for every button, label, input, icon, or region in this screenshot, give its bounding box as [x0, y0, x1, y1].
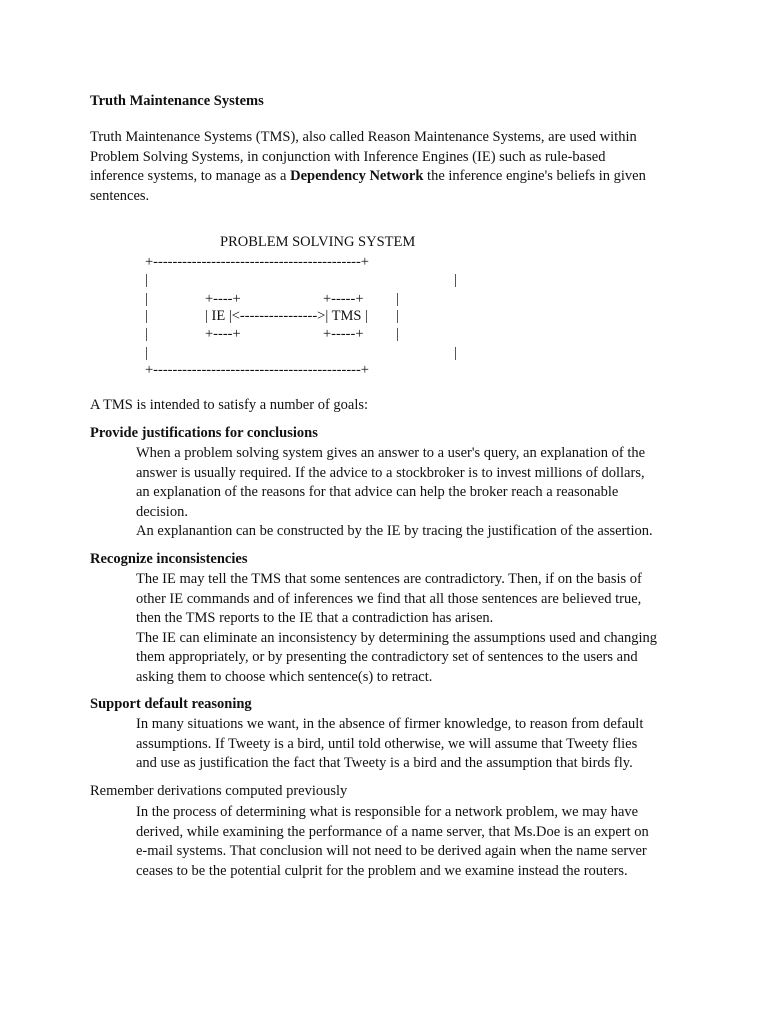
body-line: The IE may tell the TMS that some sentences are contradictory. Then, if on the basis of — [136, 571, 642, 587]
body-line: derived, while examining the performance of a name server, that Ms.Doe is an expert on — [136, 823, 649, 840]
diagram-inner-bar: | — [396, 326, 399, 342]
diagram-left-bar: | — [145, 326, 148, 342]
ie-tms-link: | IE |<---------------->| TMS | — [205, 308, 368, 324]
tms-box-bottom: +-----+ — [323, 326, 364, 342]
diagram-left-bar: | — [145, 272, 148, 288]
body-line: assumptions. If Tweety is a bird, until told otherwise, we will assume that Tweety flies — [136, 735, 638, 752]
body-line: decision. — [136, 503, 188, 520]
intro-line-with-emphasis — [90, 167, 690, 187]
body-line: In many situations we want, in the absence of firmer knowledge, to reason from default — [136, 716, 644, 732]
section-body-derivations — [136, 803, 696, 881]
document-title: Truth Maintenance Systems — [90, 93, 264, 109]
body-line: The IE can eliminate an inconsistency by determining the assumptions used and changing — [136, 629, 658, 646]
section-body-inconsistencies — [136, 570, 696, 687]
intro-line: Truth Maintenance Systems (TMS), also called Reason Maintenance Systems, are used within — [90, 129, 637, 145]
section-heading-inconsistencies: Recognize inconsistencies — [90, 551, 248, 567]
diagram-left-bar: | — [145, 345, 148, 361]
intro-line: sentences. — [90, 187, 150, 204]
section-heading-derivations: Remember derivations computed previously — [90, 783, 348, 799]
diagram-inner-bar: | — [396, 308, 399, 324]
body-line: An explanantion can be constructed by the IE by tracing the justification of the assertion. — [136, 523, 653, 539]
section-heading-justifications: Provide justifications for conclusions — [90, 425, 318, 441]
ie-box-top: +----+ — [205, 291, 241, 307]
ascii-diagram — [145, 253, 465, 383]
goals-lead: A TMS is intended to satisfy a number of goals: — [90, 397, 369, 413]
intro-line: Problem Solving Systems, in conjunction with Inference Engines (IE) such as rule-based — [90, 148, 606, 165]
body-line: In the process of determining what is responsible for a network problem, we may have — [136, 804, 639, 820]
intro-line-end: the inference engine's beliefs in given — [427, 168, 646, 184]
section-body-justifications — [136, 444, 696, 542]
body-line: When a problem solving system gives an answer to a user's query, an explanation of the — [136, 445, 646, 461]
diagram-title: PROBLEM SOLVING SYSTEM — [220, 234, 416, 250]
diagram-bottom-border: +-------------------------------------------+ — [145, 362, 369, 378]
body-line: asking them to choose which sentence(s) to retract. — [136, 668, 433, 685]
dependency-network-term: Dependency Network — [290, 168, 424, 184]
intro-paragraph — [90, 128, 690, 206]
diagram-left-bar: | — [145, 291, 148, 307]
body-line: an explanation of the reasons for that advice can help the broker reach a reasonable — [136, 484, 619, 500]
section-body-default-reasoning — [136, 715, 696, 774]
diagram-right-bar: | — [454, 345, 457, 361]
body-line: ceases to be the potential culprit for the problem and we examine instead the routers. — [136, 862, 628, 879]
diagram-left-bar: | — [145, 308, 148, 324]
intro-line-start: inference systems, to manage as a — [90, 168, 291, 184]
tms-box-top: +-----+ — [323, 291, 364, 307]
body-line: e-mail systems. That conclusion will not need to be derived again when the name server — [136, 843, 647, 859]
body-line: answer is usually required. If the advice to a stockbroker is to invest millions of dollars, — [136, 464, 645, 481]
ie-box-bottom: +----+ — [205, 326, 241, 342]
body-line: them appropriately, or by presenting the contradictory set of sentences to the users and — [136, 649, 638, 665]
body-line: other IE commands and of inferences we find that all those sentences are believed true, — [136, 590, 642, 607]
diagram-right-bar: | — [454, 272, 457, 288]
body-line: then the TMS reports to the IE that a contradiction has arisen. — [136, 610, 494, 626]
body-line: and use as justification the fact that Tweety is a bird and the assumption that birds fly. — [136, 755, 633, 771]
section-heading-default-reasoning: Support default reasoning — [90, 696, 252, 712]
diagram-top-border: +-------------------------------------------+ — [145, 254, 369, 270]
diagram-inner-bar: | — [396, 291, 399, 307]
